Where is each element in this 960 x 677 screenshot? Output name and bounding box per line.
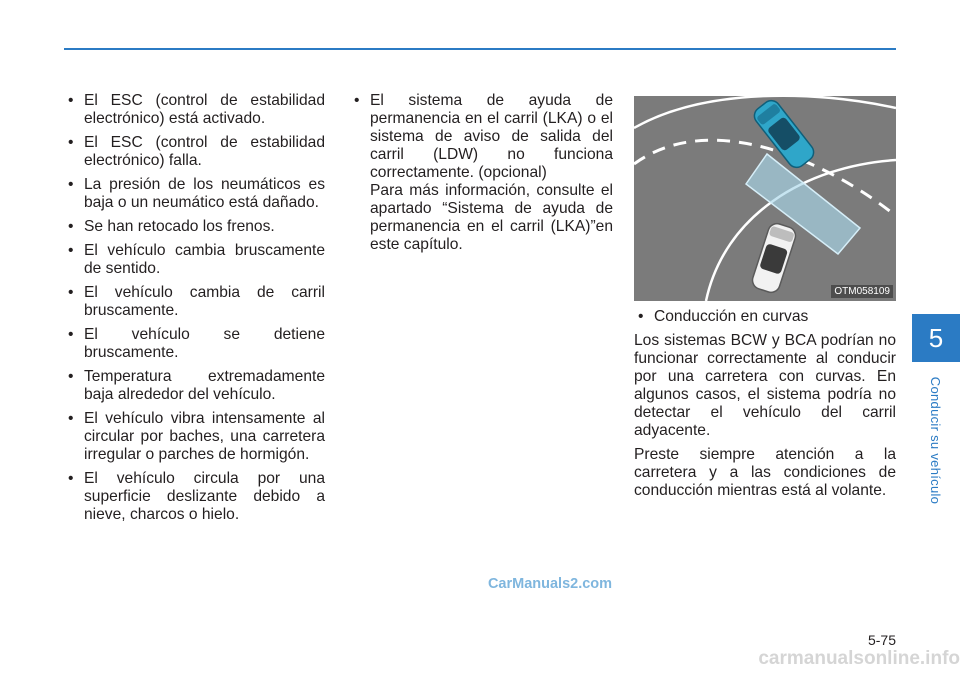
list-item: • Se han retocado los frenos. xyxy=(64,218,325,236)
list-item: • El vehículo cambia de carril bruscamente. xyxy=(64,284,325,320)
list-item: • El ESC (control de estabilidad electrónico) está activado. xyxy=(64,92,325,128)
watermark-carmanuals2[interactable]: CarManuals2.com xyxy=(487,576,613,592)
list-item: • El vehículo circula por una superficie deslizante debido a nieve, charcos o hielo. xyxy=(64,470,325,524)
header-rule xyxy=(64,48,896,50)
curve-paragraph-1: Los sistemas BCW y BCA podrían no funcionar correctamente al conducir por una carretera con curvas. En algunos casos, el sistema podría no detectar el vehículo del carril adyacente. xyxy=(634,332,896,439)
list-item: • Temperatura extremadamente baja alrededor del vehículo. xyxy=(64,368,325,404)
list-item: • Conducción en curvas xyxy=(634,308,896,326)
list-item: • El vehículo vibra intensamente al circular por baches, una carretera irregular o parches de hormigón. xyxy=(64,410,325,464)
list-item: • El vehículo se detiene bruscamente. xyxy=(64,326,325,362)
lka-list xyxy=(350,92,613,254)
watermark-carmanualsonline[interactable]: carmanualsonline.info xyxy=(758,648,960,669)
chapter-title xyxy=(912,370,960,510)
list-item: • El vehículo cambia bruscamente de sentido. xyxy=(64,242,325,278)
curved-road-lane-illustration-icon xyxy=(634,96,896,301)
lka-note: Para más información, consulte el apartado “Sistema de ayuda de permanencia en el carril (LKA)”en este capítulo. xyxy=(370,182,613,253)
right-column xyxy=(634,308,896,500)
chapter-tab: 5 xyxy=(912,314,960,362)
lka-bullet-text: El sistema de ayuda de permanencia en el carril (LKA) o el sistema de aviso de salida del carril (LDW) no funciona correctamente. (opcional) xyxy=(370,92,613,181)
list-item xyxy=(350,92,613,254)
figure-code: OTM058109 xyxy=(831,285,893,298)
chapter-title-text: Conducir su vehículo xyxy=(928,376,944,504)
curve-road-figure xyxy=(634,96,896,301)
list-item: • La presión de los neumáticos es baja o un neumático está dañado. xyxy=(64,176,325,212)
left-column xyxy=(64,92,325,530)
list-item: • El ESC (control de estabilidad electrónico) falla. xyxy=(64,134,325,170)
curve-list xyxy=(634,308,896,326)
middle-column xyxy=(350,92,613,254)
page-number: 5-75 xyxy=(867,632,896,648)
conditions-list xyxy=(64,92,325,524)
curve-paragraph-2: Preste siempre atención a la carretera y a las condiciones de conducción mientras está al volante. xyxy=(634,446,896,499)
